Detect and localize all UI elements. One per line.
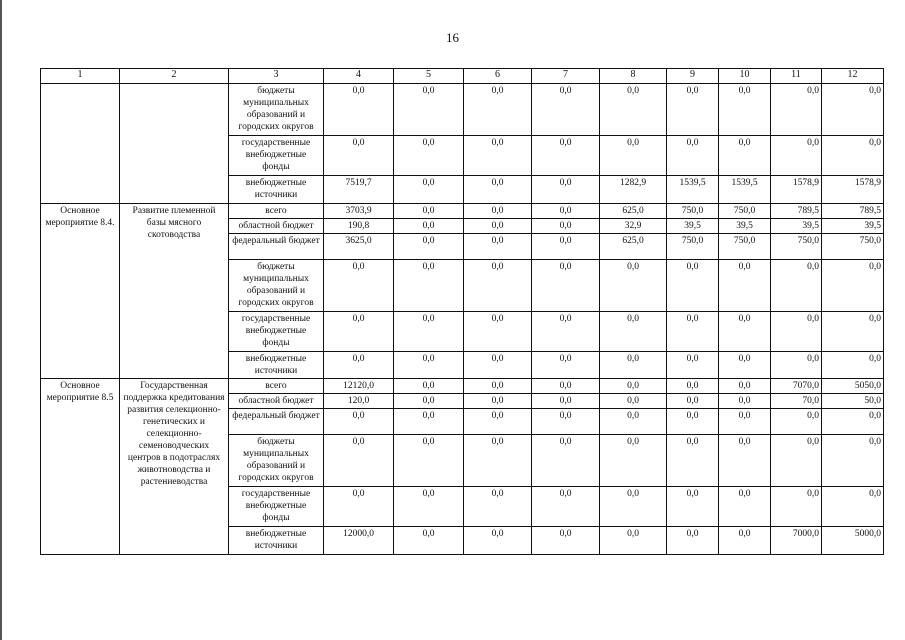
value-cell: 0,0 xyxy=(394,312,464,352)
value-cell: 0,0 xyxy=(464,312,532,352)
page-number: 16 xyxy=(446,30,459,45)
event-cell xyxy=(41,84,120,204)
value-cell: 1578,9 xyxy=(771,176,822,204)
event-name-cell: Государственная поддержка кредитования развития селекционно-генетических и селекционно-семеноводческих центров в подотраслях животноводства и растениеводства xyxy=(120,379,229,555)
value-cell: 0,0 xyxy=(532,487,600,527)
value-cell: 0,0 xyxy=(771,487,822,527)
value-cell: 0,0 xyxy=(667,312,719,352)
column-header: 2 xyxy=(120,69,229,84)
funding-source-cell: бюджеты муниципальных образований и городских округов xyxy=(229,260,324,312)
value-cell: 0,0 xyxy=(822,435,884,487)
value-cell: 50,0 xyxy=(822,394,884,409)
funding-source-cell: государственные внебюджетные фонды xyxy=(229,487,324,527)
value-cell: 0,0 xyxy=(719,487,771,527)
value-cell: 625,0 xyxy=(600,234,667,260)
value-cell: 625,0 xyxy=(600,204,667,219)
funding-source-cell: федеральный бюджет xyxy=(229,234,324,260)
funding-source-cell: всего xyxy=(229,379,324,394)
value-cell: 12120,0 xyxy=(324,379,394,394)
value-cell: 750,0 xyxy=(667,204,719,219)
value-cell: 0,0 xyxy=(324,260,394,312)
value-cell: 1282,9 xyxy=(600,176,667,204)
value-cell: 0,0 xyxy=(394,352,464,379)
column-header: 12 xyxy=(822,69,884,84)
value-cell: 5050,0 xyxy=(822,379,884,394)
value-cell: 0,0 xyxy=(667,136,719,176)
value-cell: 0,0 xyxy=(464,379,532,394)
value-cell: 0,0 xyxy=(324,352,394,379)
table-row xyxy=(41,379,884,394)
value-cell: 39,5 xyxy=(667,219,719,234)
value-cell: 0,0 xyxy=(394,409,464,435)
value-cell: 0,0 xyxy=(719,527,771,555)
funding-table xyxy=(40,68,884,555)
value-cell: 0,0 xyxy=(324,84,394,136)
scan-left-edge xyxy=(0,0,2,640)
value-cell: 0,0 xyxy=(719,260,771,312)
value-cell: 0,0 xyxy=(532,435,600,487)
value-cell: 0,0 xyxy=(600,487,667,527)
value-cell: 750,0 xyxy=(667,234,719,260)
value-cell: 0,0 xyxy=(394,176,464,204)
value-cell: 0,0 xyxy=(394,204,464,219)
value-cell: 0,0 xyxy=(771,352,822,379)
column-header: 11 xyxy=(771,69,822,84)
value-cell: 750,0 xyxy=(771,234,822,260)
value-cell: 0,0 xyxy=(667,527,719,555)
value-cell: 0,0 xyxy=(719,312,771,352)
value-cell: 750,0 xyxy=(822,234,884,260)
value-cell: 0,0 xyxy=(532,219,600,234)
value-cell: 7000,0 xyxy=(771,527,822,555)
value-cell: 0,0 xyxy=(667,394,719,409)
value-cell: 0,0 xyxy=(464,435,532,487)
value-cell: 0,0 xyxy=(771,84,822,136)
value-cell: 0,0 xyxy=(719,379,771,394)
value-cell: 3703,9 xyxy=(324,204,394,219)
value-cell: 120,0 xyxy=(324,394,394,409)
value-cell: 0,0 xyxy=(600,312,667,352)
value-cell: 0,0 xyxy=(464,84,532,136)
value-cell: 70,0 xyxy=(771,394,822,409)
value-cell: 0,0 xyxy=(719,435,771,487)
value-cell: 0,0 xyxy=(394,219,464,234)
column-header: 8 xyxy=(600,69,667,84)
value-cell: 0,0 xyxy=(324,312,394,352)
value-cell: 0,0 xyxy=(719,352,771,379)
column-number-row xyxy=(41,69,884,84)
value-cell: 0,0 xyxy=(464,409,532,435)
value-cell: 0,0 xyxy=(532,84,600,136)
funding-source-cell: государственные внебюджетные фонды xyxy=(229,136,324,176)
funding-source-cell: областной бюджет xyxy=(229,394,324,409)
value-cell: 0,0 xyxy=(394,379,464,394)
funding-source-cell: бюджеты муниципальных образований и городских округов xyxy=(229,84,324,136)
value-cell: 0,0 xyxy=(600,352,667,379)
value-cell: 0,0 xyxy=(822,409,884,435)
value-cell: 789,5 xyxy=(822,204,884,219)
value-cell: 0,0 xyxy=(394,260,464,312)
value-cell: 0,0 xyxy=(600,435,667,487)
value-cell: 3625,0 xyxy=(324,234,394,260)
value-cell: 0,0 xyxy=(667,409,719,435)
value-cell: 750,0 xyxy=(719,204,771,219)
value-cell: 0,0 xyxy=(667,379,719,394)
column-header: 3 xyxy=(229,69,324,84)
column-header: 6 xyxy=(464,69,532,84)
value-cell: 0,0 xyxy=(532,136,600,176)
value-cell: 0,0 xyxy=(464,260,532,312)
column-header: 9 xyxy=(667,69,719,84)
value-cell: 0,0 xyxy=(719,84,771,136)
value-cell: 39,5 xyxy=(719,219,771,234)
funding-source-cell: внебюджетные источники xyxy=(229,176,324,204)
value-cell: 0,0 xyxy=(600,394,667,409)
value-cell: 0,0 xyxy=(600,409,667,435)
value-cell: 0,0 xyxy=(667,352,719,379)
column-header: 5 xyxy=(394,69,464,84)
value-cell: 0,0 xyxy=(464,487,532,527)
value-cell: 0,0 xyxy=(600,260,667,312)
value-cell: 0,0 xyxy=(394,435,464,487)
table-body xyxy=(41,84,884,555)
value-cell: 0,0 xyxy=(600,527,667,555)
value-cell: 0,0 xyxy=(532,394,600,409)
value-cell: 0,0 xyxy=(394,136,464,176)
value-cell: 0,0 xyxy=(822,487,884,527)
value-cell: 0,0 xyxy=(532,409,600,435)
column-header: 7 xyxy=(532,69,600,84)
value-cell: 7519,7 xyxy=(324,176,394,204)
value-cell: 0,0 xyxy=(771,136,822,176)
value-cell: 0,0 xyxy=(532,352,600,379)
value-cell: 39,5 xyxy=(822,219,884,234)
value-cell: 0,0 xyxy=(667,487,719,527)
value-cell: 0,0 xyxy=(822,84,884,136)
value-cell: 0,0 xyxy=(324,487,394,527)
value-cell: 0,0 xyxy=(667,435,719,487)
value-cell: 0,0 xyxy=(394,234,464,260)
event-cell: Основное мероприятие 8.4. xyxy=(41,204,120,379)
value-cell: 0,0 xyxy=(324,136,394,176)
value-cell: 0,0 xyxy=(532,379,600,394)
value-cell: 0,0 xyxy=(822,312,884,352)
table-row xyxy=(41,204,884,219)
value-cell: 1578,9 xyxy=(822,176,884,204)
value-cell: 0,0 xyxy=(600,379,667,394)
value-cell: 1539,5 xyxy=(667,176,719,204)
value-cell: 0,0 xyxy=(324,409,394,435)
value-cell: 0,0 xyxy=(532,204,600,219)
value-cell: 0,0 xyxy=(464,204,532,219)
value-cell: 0,0 xyxy=(394,84,464,136)
value-cell: 0,0 xyxy=(532,176,600,204)
value-cell: 0,0 xyxy=(719,394,771,409)
value-cell: 0,0 xyxy=(822,260,884,312)
value-cell: 750,0 xyxy=(719,234,771,260)
value-cell: 0,0 xyxy=(600,84,667,136)
value-cell: 1539,5 xyxy=(719,176,771,204)
value-cell: 0,0 xyxy=(464,234,532,260)
value-cell: 0,0 xyxy=(532,527,600,555)
value-cell: 0,0 xyxy=(464,136,532,176)
funding-source-cell: внебюджетные источники xyxy=(229,352,324,379)
event-name-cell: Развитие племенной базы мясного скотоводства xyxy=(120,204,229,379)
value-cell: 0,0 xyxy=(822,136,884,176)
value-cell: 0,0 xyxy=(464,352,532,379)
value-cell: 0,0 xyxy=(532,312,600,352)
value-cell: 0,0 xyxy=(771,435,822,487)
value-cell: 0,0 xyxy=(667,260,719,312)
value-cell: 0,0 xyxy=(394,394,464,409)
value-cell: 0,0 xyxy=(394,527,464,555)
value-cell: 0,0 xyxy=(532,234,600,260)
value-cell: 190,8 xyxy=(324,219,394,234)
value-cell: 5000,0 xyxy=(822,527,884,555)
event-cell: Основное мероприятие 8.5 xyxy=(41,379,120,555)
funding-source-cell: бюджеты муниципальных образований и городских округов xyxy=(229,435,324,487)
value-cell: 0,0 xyxy=(719,136,771,176)
funding-source-cell: областной бюджет xyxy=(229,219,324,234)
table-row xyxy=(41,84,884,136)
value-cell: 0,0 xyxy=(600,136,667,176)
value-cell: 0,0 xyxy=(464,394,532,409)
column-header: 10 xyxy=(719,69,771,84)
funding-source-cell: внебюджетные источники xyxy=(229,527,324,555)
funding-source-cell: федеральный бюджет xyxy=(229,409,324,435)
value-cell: 39,5 xyxy=(771,219,822,234)
value-cell: 0,0 xyxy=(464,527,532,555)
value-cell: 0,0 xyxy=(771,312,822,352)
value-cell: 789,5 xyxy=(771,204,822,219)
value-cell: 0,0 xyxy=(822,352,884,379)
value-cell: 0,0 xyxy=(324,435,394,487)
funding-source-cell: всего xyxy=(229,204,324,219)
value-cell: 0,0 xyxy=(771,260,822,312)
value-cell: 0,0 xyxy=(394,487,464,527)
value-cell: 0,0 xyxy=(771,409,822,435)
column-header: 1 xyxy=(41,69,120,84)
value-cell: 0,0 xyxy=(719,409,771,435)
value-cell: 0,0 xyxy=(667,84,719,136)
value-cell: 12000,0 xyxy=(324,527,394,555)
value-cell: 7070,0 xyxy=(771,379,822,394)
value-cell: 0,0 xyxy=(464,219,532,234)
funding-source-cell: государственные внебюджетные фонды xyxy=(229,312,324,352)
event-name-cell xyxy=(120,84,229,204)
column-header: 4 xyxy=(324,69,394,84)
value-cell: 0,0 xyxy=(464,176,532,204)
value-cell: 0,0 xyxy=(532,260,600,312)
value-cell: 32,9 xyxy=(600,219,667,234)
